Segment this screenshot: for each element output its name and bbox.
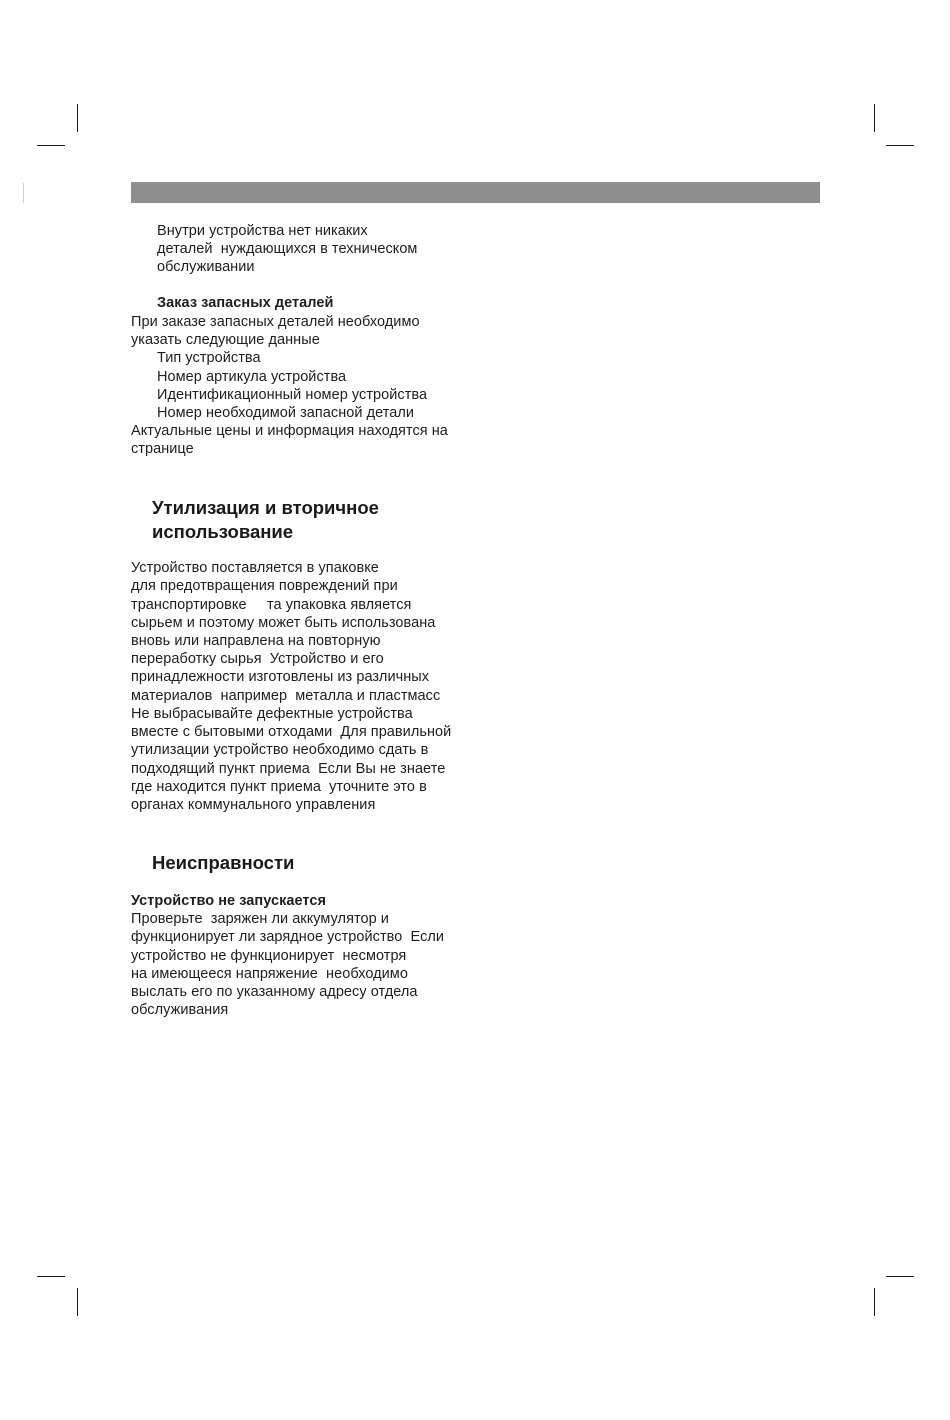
disposal-heading: Утилизация и вторичное (152, 497, 379, 518)
disposal-line: где находится пункт приема уточните это в (131, 779, 427, 795)
disposal-line: подходящий пункт приема Если Вы не знаете (131, 761, 446, 777)
crop-mark (874, 1288, 875, 1316)
disposal-line: сырьем и поэтому может быть использована (131, 615, 436, 631)
spare-parts-intro-line: При заказе запасных деталей необходимо (131, 314, 420, 330)
section-header-bar (131, 182, 820, 203)
disposal-line: транспортировке та упаковка является (131, 597, 412, 613)
crop-mark (77, 104, 78, 132)
spare-parts-outro-line: странице (131, 441, 194, 457)
disposal-line: органах коммунального управления (131, 797, 376, 813)
crop-mark (874, 104, 875, 132)
faults-line: функционирует ли зарядное устройство Если (131, 929, 445, 945)
disposal-line: вновь или направлена на повторную (131, 633, 381, 649)
spare-parts-list-item: Идентификационный номер устройства (157, 387, 428, 403)
faults-heading: Неисправности (152, 852, 295, 873)
crop-mark (23, 183, 24, 203)
disposal-line: вместе с бытовыми отходами Для правильной (131, 724, 452, 740)
disposal-heading: использование (152, 521, 294, 542)
maintenance-line: Внутри устройства нет никаких (157, 223, 368, 239)
disposal-line: утилизации устройство необходимо сдать в (131, 742, 429, 758)
crop-mark (77, 1288, 78, 1316)
disposal-line: принадлежности изготовлены из различных (131, 669, 430, 685)
faults-line: устройство не функционирует несмотря (131, 948, 407, 964)
disposal-line: переработку сырья Устройство и его (131, 651, 384, 667)
spare-parts-list-item: Номер необходимой запасной детали (157, 405, 415, 421)
disposal-line: Не выбрасывайте дефектные устройства (131, 706, 413, 722)
crop-mark (37, 1276, 65, 1277)
spare-parts-list-item: Тип устройства (157, 350, 261, 366)
spare-parts-list-item: Номер артикула устройства (157, 369, 347, 385)
spare-parts-outro-line: Актуальные цены и информация находятся на (131, 423, 448, 439)
faults-subtitle: Устройство не запускается (131, 893, 327, 909)
disposal-line: материалов например металла и пластмасс (131, 688, 441, 704)
faults-line: Проверьте заряжен ли аккумулятор и (131, 911, 389, 927)
disposal-line: для предотвращения повреждений при (131, 578, 398, 594)
crop-mark (886, 145, 914, 146)
disposal-line: Устройство поставляется в упаковке (131, 560, 379, 576)
spare-parts-title: Заказ запасных деталей (157, 295, 334, 311)
crop-mark (37, 145, 65, 146)
maintenance-line: обслуживании (157, 259, 255, 275)
faults-line: выслать его по указанному адресу отдела (131, 984, 418, 1000)
crop-mark (886, 1276, 914, 1277)
faults-line: обслуживания (131, 1002, 229, 1018)
maintenance-line: деталей нуждающихся в техническом (157, 241, 418, 257)
faults-line: на имеющееся напряжение необходимо (131, 966, 408, 982)
spare-parts-intro-line: указать следующие данные (131, 332, 320, 348)
